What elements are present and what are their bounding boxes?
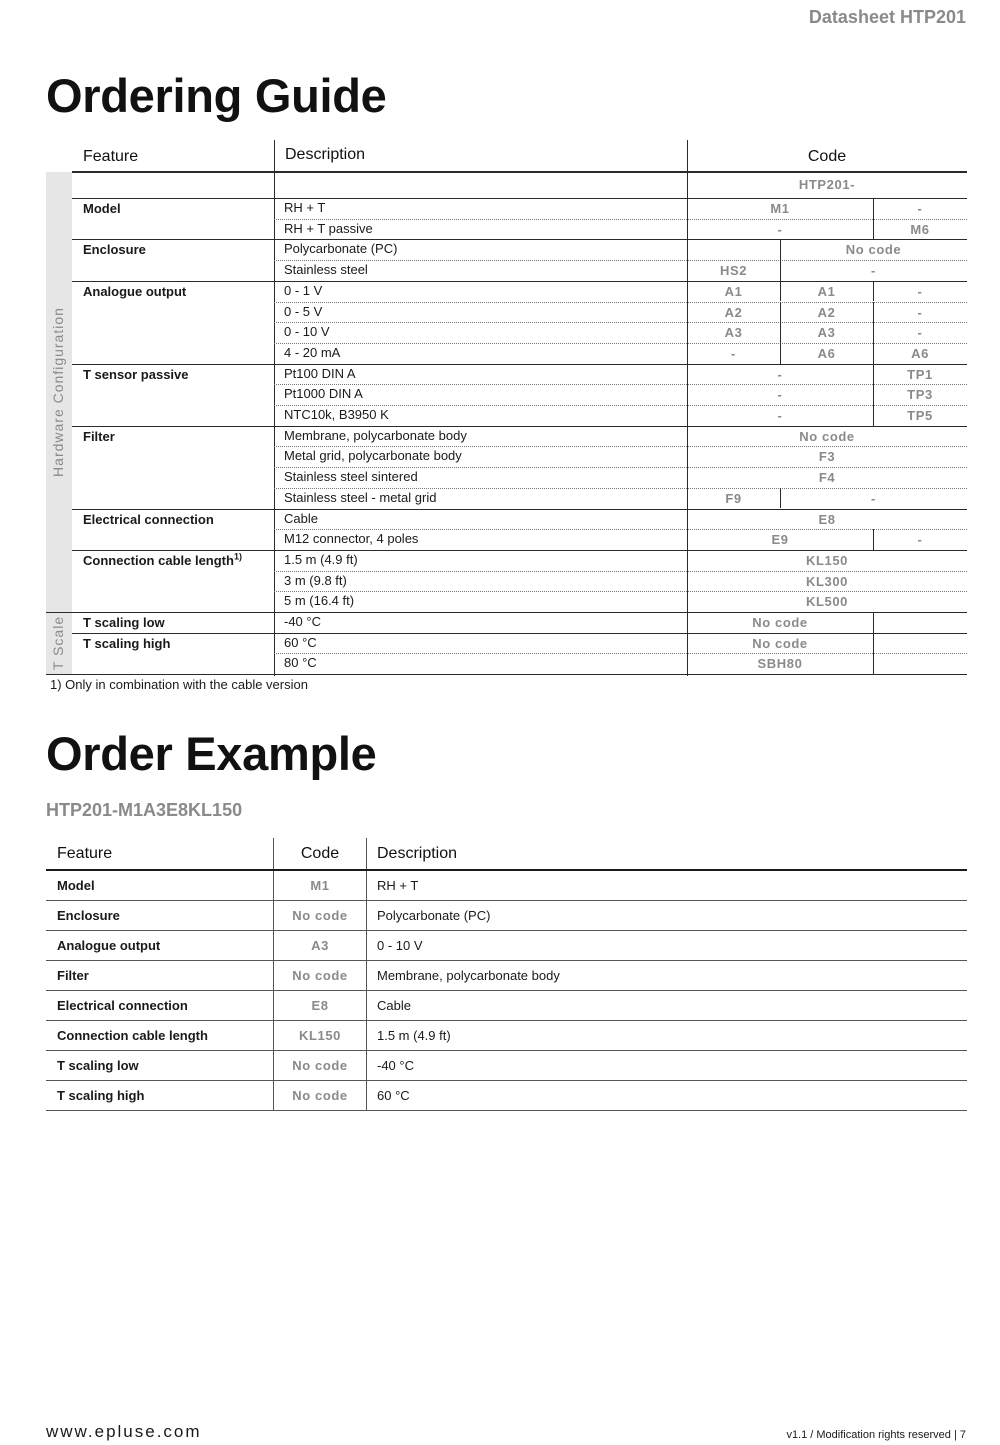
option-description: Stainless steel [284, 262, 368, 278]
option-code: E9 [771, 532, 789, 548]
feature-label: Model [83, 201, 121, 216]
feature-cell: Enclosure [46, 901, 274, 930]
feature-label: Electrical connection [83, 511, 214, 527]
option-code: KL300 [805, 573, 849, 589]
footer-website: www.epluse.com [46, 1422, 202, 1441]
option-code: No code [752, 635, 808, 651]
column-header-feature: Feature [46, 838, 274, 869]
feature-cell: Electrical connection [46, 991, 274, 1020]
side-label-tscale: T Scale [50, 615, 66, 671]
feature-cell: Filter [46, 961, 274, 990]
option-code: F4 [818, 470, 836, 486]
code-cell: KL150 [274, 1021, 367, 1050]
feature-cell: Analogue output [46, 931, 274, 960]
option-description: Pt1000 DIN A [284, 386, 363, 402]
feature-label: Connection cable length$^{1)}$ [83, 551, 242, 568]
option-description: 3 m (9.8 ft) [284, 572, 347, 588]
option-code: A6 [911, 345, 929, 361]
option-description: 1.5 m (4.9 ft) [284, 551, 358, 567]
option-code: No code [799, 428, 855, 444]
option-description: 0 - 5 V [284, 303, 323, 319]
table-row [46, 961, 967, 991]
option-code: No code [845, 242, 902, 258]
option-code: - [917, 283, 923, 299]
table-row [46, 1021, 967, 1051]
option-code: KL150 [805, 552, 849, 568]
option-description: 0 - 10 V [284, 324, 330, 340]
option-code: - [871, 263, 876, 279]
description-cell: RH + T [377, 878, 419, 893]
option-code: TP1 [907, 366, 933, 382]
column-header-description: Description [285, 146, 366, 163]
option-code: - [777, 408, 783, 423]
code-cell: No code [274, 901, 367, 930]
option-description: Membrane, polycarbonate body [284, 427, 467, 443]
feature-cell: T scaling high [46, 1081, 274, 1110]
option-code: SBH80 [757, 656, 803, 672]
option-description: RH + T passive [284, 220, 373, 236]
option-description: Pt100 DIN A [284, 365, 356, 381]
code-divider [873, 612, 874, 633]
table-row [46, 1051, 967, 1081]
option-code: - [917, 304, 923, 320]
code-cell: No code [274, 1051, 367, 1080]
option-code: A3 [724, 325, 743, 341]
option-code: A3 [817, 325, 836, 341]
code-cell: M1 [274, 871, 367, 900]
column-header-code: Code [807, 148, 847, 165]
option-code: TP3 [907, 387, 933, 403]
feature-label: T scaling low [83, 615, 165, 630]
option-description: -40 °C [284, 614, 321, 629]
option-description: Metal grid, polycarbonate body [284, 448, 462, 464]
option-description: 0 - 1 V [284, 282, 323, 298]
option-code: - [731, 345, 736, 361]
option-description: RH + T [284, 200, 326, 215]
feature-label: Analogue output [83, 283, 187, 299]
document-label: Datasheet HTP201 [808, 7, 966, 27]
option-code: E8 [818, 511, 836, 527]
order-example-header [46, 838, 967, 871]
description-cell: 0 - 10 V [377, 938, 423, 953]
table-row [46, 1081, 967, 1111]
option-code: M1 [770, 201, 790, 216]
footnote-marker: 1) [233, 551, 242, 562]
feature-cell: Connection cable length [46, 1021, 274, 1050]
option-code: - [917, 201, 923, 216]
option-code: - [917, 532, 923, 548]
header-rule [72, 171, 967, 173]
option-code: A1 [724, 283, 743, 299]
option-code: A2 [817, 304, 836, 320]
code-divider [873, 633, 874, 654]
option-code: - [777, 221, 783, 237]
code-cell: E8 [274, 991, 367, 1020]
option-description: 80 °C [284, 655, 317, 671]
option-description: 5 m (16.4 ft) [284, 593, 355, 609]
option-code: HS2 [719, 263, 748, 279]
option-code: No code [752, 615, 808, 630]
option-description: 4 - 20 mA [284, 344, 341, 360]
option-description: Polycarbonate (PC) [284, 241, 398, 257]
option-code: F9 [725, 490, 742, 506]
option-code: F3 [818, 449, 836, 465]
description-cell: Polycarbonate (PC) [377, 908, 491, 923]
option-description: Cable [284, 510, 318, 526]
option-code: - [777, 366, 783, 382]
description-cell: -40 °C [377, 1058, 414, 1073]
option-code: - [917, 325, 923, 341]
option-code: KL500 [805, 594, 849, 610]
option-code: - [777, 387, 783, 403]
option-code: M6 [910, 221, 930, 237]
option-code: A1 [817, 283, 836, 299]
table-row [46, 871, 967, 901]
table-row [46, 991, 967, 1021]
ordering-guide-title: Ordering Guide [46, 69, 387, 122]
example-order-code: HTP201-M1A3E8KL150 [46, 800, 243, 820]
feature-label: Filter [83, 428, 115, 444]
option-description: Stainless steel - metal grid [284, 489, 437, 505]
description-cell: Membrane, polycarbonate body [377, 968, 560, 983]
column-header-code: Code [274, 838, 367, 869]
option-description: M12 connector, 4 poles [284, 531, 419, 547]
option-description: NTC10k, B3950 K [284, 407, 389, 422]
code-prefix: HTP201- [798, 177, 856, 192]
order-example-title: Order Example [46, 727, 377, 780]
option-description: Stainless steel sintered [284, 469, 418, 485]
description-cell: 60 °C [377, 1088, 410, 1103]
code-divider [873, 653, 874, 674]
group-rule [72, 674, 967, 675]
table-row [46, 901, 967, 931]
footnote: 1) Only in combination with the cable version [50, 677, 308, 692]
footer-version: v1.1 / Modification rights reserved | 7 [786, 1429, 966, 1441]
option-code: A6 [817, 345, 836, 361]
code-cell: A3 [274, 931, 367, 960]
table-row [46, 931, 967, 961]
ordering-guide-table [46, 140, 967, 676]
code-cell: No code [274, 961, 367, 990]
feature-label: T sensor passive [83, 366, 189, 382]
column-header-description: Description [377, 844, 458, 862]
option-code: TP5 [907, 408, 933, 423]
feature-cell: T scaling low [46, 1051, 274, 1080]
feature-cell: Model [46, 871, 274, 900]
feature-label: T scaling high [83, 635, 171, 651]
option-description: 60 °C [284, 634, 317, 650]
feature-label: Enclosure [83, 242, 146, 258]
description-cell: Cable [377, 998, 411, 1013]
code-cell: No code [274, 1081, 367, 1110]
option-code: A2 [724, 304, 743, 320]
option-code: - [871, 490, 876, 506]
column-header-feature: Feature [83, 148, 139, 165]
description-cell: 1.5 m (4.9 ft) [377, 1028, 451, 1043]
side-label-hardware: Hardware Configuration [50, 307, 66, 477]
